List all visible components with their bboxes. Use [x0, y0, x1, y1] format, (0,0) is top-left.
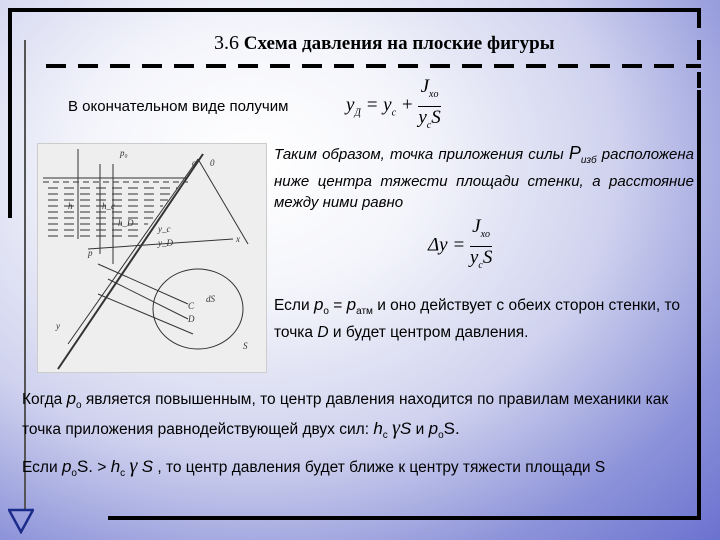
svg-text:α: α — [192, 158, 197, 168]
frame-bottom — [108, 516, 701, 520]
frame-left — [8, 8, 12, 218]
paragraph-4: Если $p_oS$. > $h_c$ γ S , то центр давления будет ближе к центру тяжести площади S — [22, 455, 606, 480]
svg-text:C: C — [188, 301, 195, 311]
svg-text:y_D: y_D — [158, 238, 173, 248]
pressure-diagram — [37, 143, 267, 373]
svg-text:D: D — [188, 314, 195, 324]
paragraph-1: Таким образом, точка приложения силы $P_{изб}$ расположена ниже центра тяжести площади стенки, а расстояние между ними равно — [274, 143, 694, 211]
svg-text:S: S — [243, 341, 248, 351]
triangle-icon — [8, 508, 34, 539]
formula-yd: $y_Д = y_c$ + $\frac{J_{xo}}{y_cS}$ — [346, 76, 441, 131]
svg-text:p: p — [88, 248, 93, 258]
intro-text: В окончательном виде получим — [68, 98, 289, 115]
paragraph-2: Если $p_o = p_{атм}$ и оно действует с обеих сторон стенки, то точка D и будет центром давления. — [274, 295, 681, 342]
svg-text:0: 0 — [210, 158, 215, 168]
frame-right-dash — [697, 8, 701, 88]
svg-text:h_D: h_D — [118, 218, 134, 228]
svg-text:y_c: y_c — [158, 224, 171, 234]
formula-delta-y: Δy = $\frac{J_{xo}}{y_cS}$ — [428, 216, 493, 271]
page-title: 3.6 Схема давления на плоские фигуры — [214, 32, 555, 54]
svg-text:h: h — [68, 201, 73, 211]
frame-title-dash — [46, 64, 701, 68]
frame-top — [8, 8, 698, 12]
svg-text:dS: dS — [206, 294, 215, 304]
svg-text:p₀: p₀ — [120, 148, 128, 158]
svg-text:h_c: h_c — [102, 201, 115, 211]
diagram-svg — [38, 144, 266, 372]
svg-text:x: x — [236, 234, 240, 244]
paragraph-3: Когда $p_o$ является повышенным, то центр давления находится по правилам механики как точка приложения равнодействующей двух сил: $h_c$ γS и $p_oS$. — [22, 389, 669, 442]
svg-text:y: y — [56, 321, 60, 331]
